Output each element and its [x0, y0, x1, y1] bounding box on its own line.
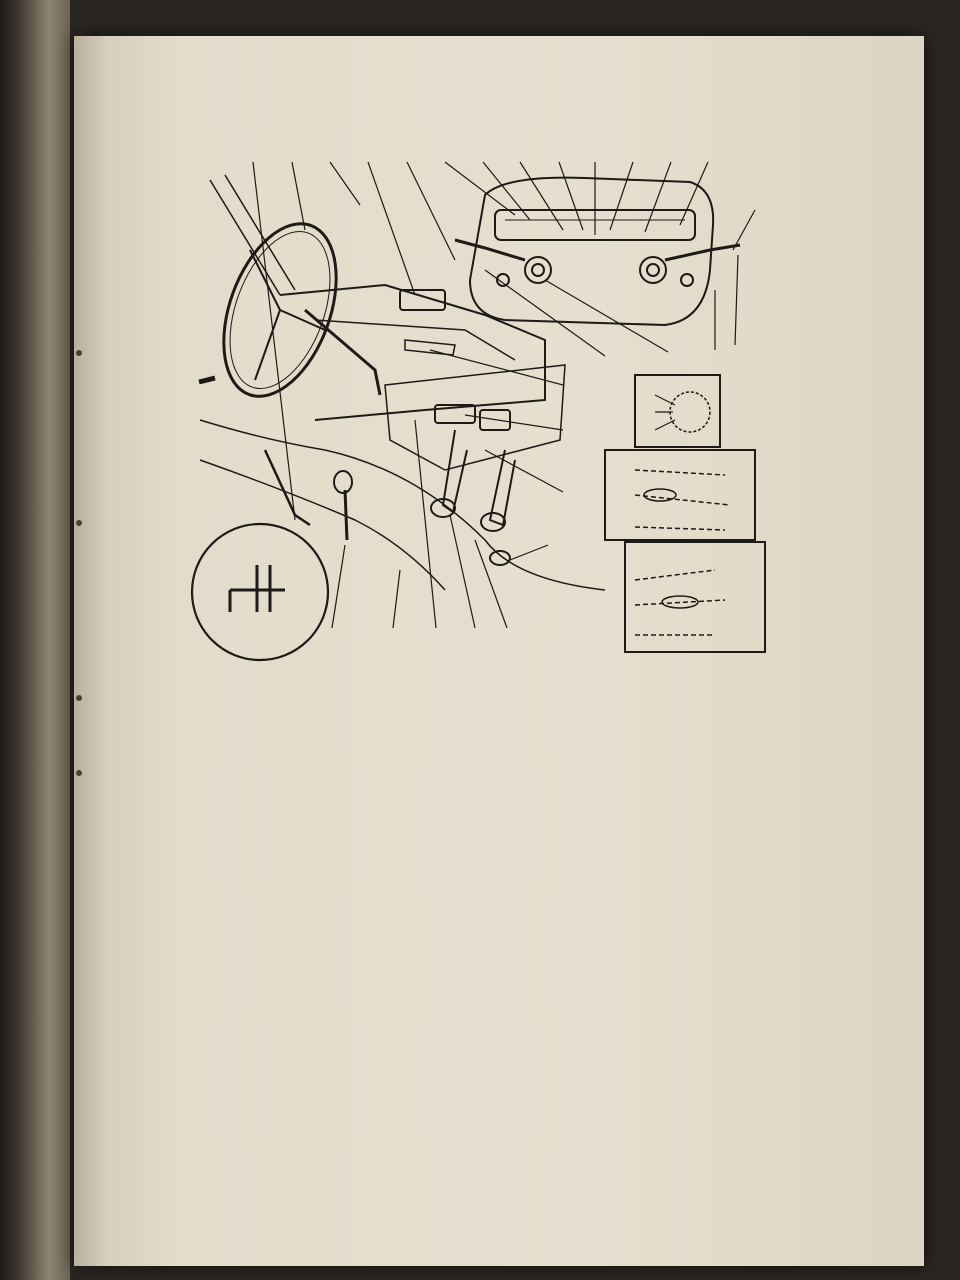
indicator-switch-inset	[625, 542, 765, 652]
binding-hole	[76, 350, 82, 356]
dashboard-diagram	[185, 120, 785, 680]
binding-hole	[76, 770, 82, 776]
facing-page-edge	[0, 0, 70, 1280]
binding-hole	[76, 520, 82, 526]
gear-pattern-diagram	[192, 524, 328, 660]
light-switch-inset	[635, 375, 720, 447]
binding-hole	[76, 695, 82, 701]
dip-switch-inset	[605, 450, 755, 540]
